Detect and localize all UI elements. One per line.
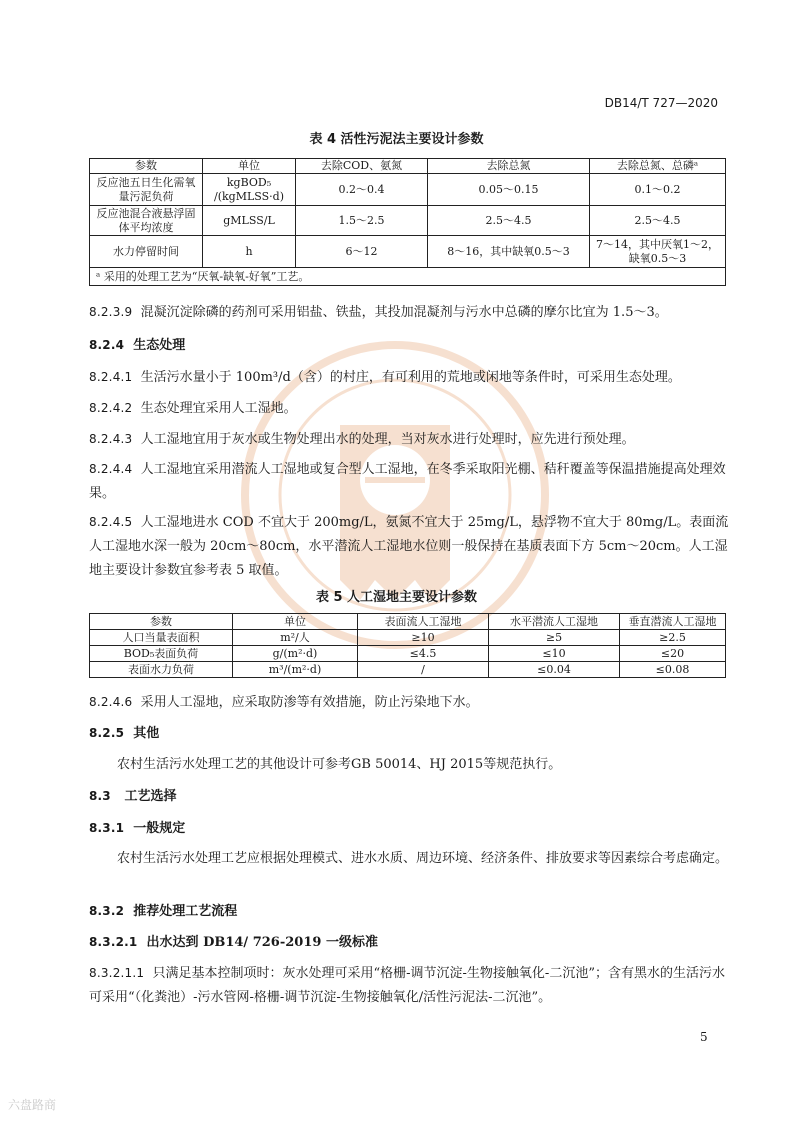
section-heading: 8.3 工艺选择 [89,789,177,804]
table5-cell: m²/人 [233,630,358,646]
table4-cell: 反应池五日生化需氧量污泥负荷 [90,174,203,206]
page-number: 5 [700,1030,708,1044]
table5-cell: m³/(m²·d) [233,662,358,678]
table4-cell: h [203,236,296,268]
table5-header: 参数 [90,614,233,630]
table5-cell: ≥10 [358,630,489,646]
table4-header: 去除总氮 [428,159,590,174]
table4-cell: 0.1～0.2 [590,174,726,206]
table4-cell: 水力停留时间 [90,236,203,268]
table5-cell: ≥5 [489,630,620,646]
table4-note: ᵃ 采用的处理工艺为“厌氧-缺氧-好氧”工艺。 [90,268,726,286]
table4 [89,158,726,286]
table5-caption: 表 5 人工湿地主要设计参数 [315,590,478,605]
section-heading: 8.3.2 推荐处理工艺流程 [89,904,238,919]
table5-cell: ≤0.08 [620,662,726,678]
section-heading: 8.3.1 一般规定 [89,821,186,836]
table5-cell: ≤10 [489,646,620,662]
table4-cell: 8～16，其中缺氧0.5～3 [428,236,590,268]
table4-cell: 0.05～0.15 [428,174,590,206]
table5-cell: ≥2.5 [620,630,726,646]
paragraph: 8.3.2.1.1 只满足基本控制项时：灰水处理可采用“格栅-调节沉淀-生物接触氧化-二沉池”；含有黑水的生活污水可采用“（化粪池）-污水管网-格栅-调节沉淀-生物接触氧化/活性污泥法-二沉池”。 [89,966,725,1005]
paragraph: 8.2.4.6 采用人工湿地，应采取防渗等有效措施，防止污染地下水。 [89,695,479,710]
table4-cell: 2.5～4.5 [428,206,590,236]
section-heading: 8.3.2.1 出水达到 DB14/ 726-2019 一级标准 [89,935,378,950]
table4-cell: 7～14，其中厌氧1～2，缺氧0.5～3 [590,236,726,268]
table4-cell: gMLSS/L [203,206,296,236]
table5-cell: BOD₅表面负荷 [90,646,233,662]
document-code: DB14/T 727—2020 [604,96,718,110]
corner-watermark: 六盘路商 [8,1098,57,1112]
table5-cell: 表面水力负荷 [90,662,233,678]
section-heading: 8.2.4 生态处理 [89,338,186,353]
table5-cell: g/(m²·d) [233,646,358,662]
table5-header: 单位 [233,614,358,630]
paragraph: 8.2.3.9 混凝沉淀除磷的药剂可采用铝盐、铁盐，其投加混凝剂与污水中总磷的摩尔比宜为 1.5～3。 [89,305,668,320]
table4-header: 去除总氮、总磷ᵃ [590,159,726,174]
table4-cell: 2.5～4.5 [590,206,726,236]
table5 [89,613,726,678]
paragraph: 8.2.4.4 人工湿地宜采用潜流人工湿地或复合型人工湿地，在冬季采取阳光棚、秸秆覆盖等保温措施提高处理效果。 [89,462,726,501]
table5-cell: ≤0.04 [489,662,620,678]
table5-cell: ≤4.5 [358,646,489,662]
paragraph: 8.2.4.5 人工湿地进水 COD 不宜大于 200mg/L，氨氮不宜大于 25mg/L，悬浮物不宜大于 80mg/L。表面流人工湿地水深一般为 20cm～80cm，水平潜流人工湿地水位则一般保持在基质表面下方 5cm～20cm。人工湿地主要设计参数宜参考表 5 取值。 [89,515,729,578]
paragraph: 农村生活污水处理工艺应根据处理模式、进水水质、周边环境、经济条件、排放要求等因素综合考虑确定。 [117,851,729,866]
table5-cell: 人口当量表面积 [90,630,233,646]
table4-cell: kgBOD₅ /(kgMLSS·d) [203,174,296,206]
table5-header: 水平潜流人工湿地 [489,614,620,630]
table4-caption: 表 4 活性污泥法主要设计参数 [309,132,484,147]
section-heading: 8.2.5 其他 [89,726,160,741]
table5-cell: / [358,662,489,678]
table5-cell: ≤20 [620,646,726,662]
table4-cell: 0.2～0.4 [296,174,428,206]
table4-header: 单位 [203,159,296,174]
table5-header: 垂直潜流人工湿地 [620,614,726,630]
paragraph: 8.2.4.2 生态处理宜采用人工湿地。 [89,401,297,416]
paragraph: 8.2.4.1 生活污水量小于 100m³/d（含）的村庄，有可利用的荒地或闲地等条件时，可采用生态处理。 [89,370,681,385]
table4-cell: 6～12 [296,236,428,268]
table4-cell: 1.5～2.5 [296,206,428,236]
paragraph: 8.2.4.3 人工湿地宜用于灰水或生物处理出水的处理，当对灰水进行处理时，应先进行预处理。 [89,432,635,447]
table4-header: 参数 [90,159,203,174]
table4-header: 去除COD、氨氮 [296,159,428,174]
table4-cell: 反应池混合液悬浮固体平均浓度 [90,206,203,236]
paragraph: 农村生活污水处理工艺的其他设计可参考GB 50014、HJ 2015等规范执行。 [117,757,562,772]
table5-header: 表面流人工湿地 [358,614,489,630]
